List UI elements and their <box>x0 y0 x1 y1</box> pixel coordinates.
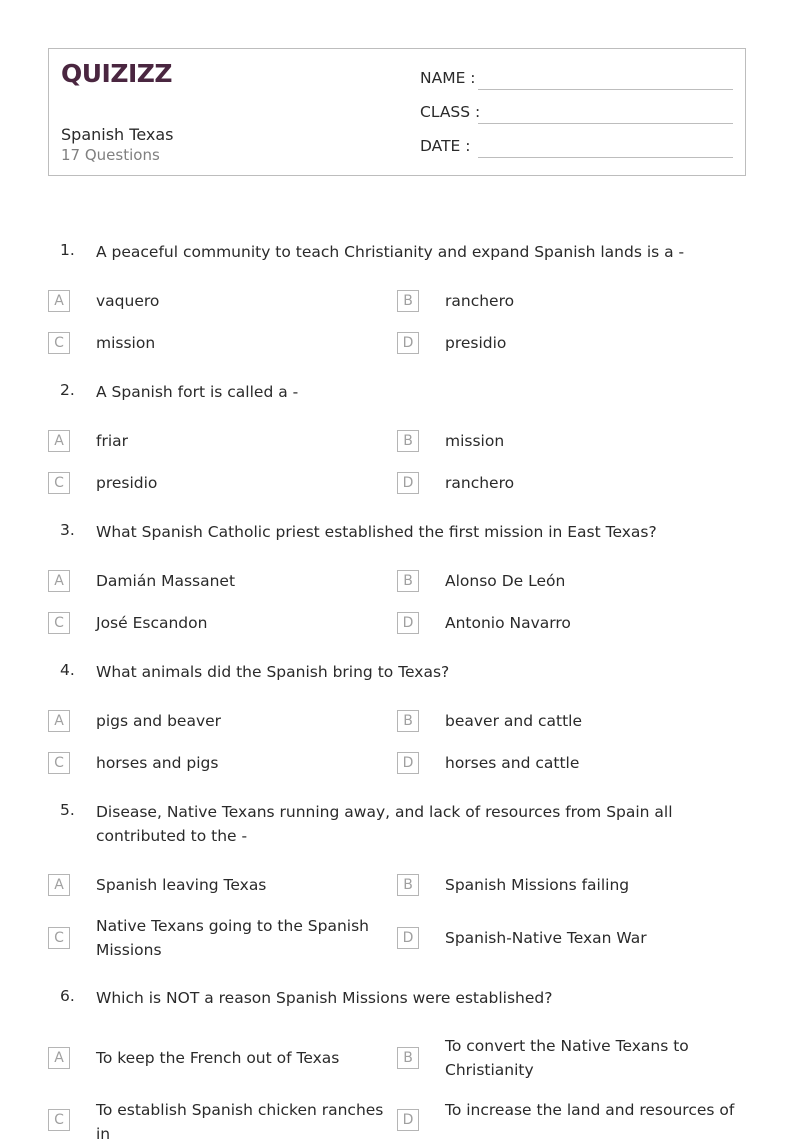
question-number: 1. <box>60 241 75 259</box>
option-letter-box: C <box>48 752 70 774</box>
option-letter-box: C <box>48 1109 70 1131</box>
option-letter-box: D <box>397 927 419 949</box>
question-text: Disease, Native Texans running away, and lack of resources from Spain all contributed to the - <box>96 803 673 845</box>
option-letter-box: B <box>397 710 419 732</box>
option-text: To convert the Native Texans to Christianity <box>445 1037 689 1079</box>
question-text: A Spanish fort is called a - <box>96 383 299 401</box>
option-text: presidio <box>96 474 158 492</box>
option-text: presidio <box>445 334 507 352</box>
option-text: mission <box>96 334 156 352</box>
question-text: What animals did the Spanish bring to Texas? <box>96 663 450 681</box>
question-number: 5. <box>60 801 75 819</box>
option-text: friar <box>96 432 129 450</box>
worksheet-title: Spanish Texas <box>61 125 174 144</box>
worksheet-header <box>48 48 746 176</box>
option-text: Damián Massanet <box>96 572 236 590</box>
option-text: To increase the land and resources of <box>445 1101 735 1119</box>
option-letter-box: A <box>48 874 70 896</box>
question-text: A peaceful community to teach Christianity and expand Spanish lands is a - <box>96 243 685 261</box>
option-text: mission <box>445 432 505 450</box>
option-text: To establish Spanish chicken ranches in <box>96 1101 384 1143</box>
option-letter-box: B <box>397 874 419 896</box>
option-text: Spanish leaving Texas <box>96 876 267 894</box>
option-letter-box: B <box>397 290 419 312</box>
option-text: ranchero <box>445 292 515 310</box>
option-letter-box: D <box>397 472 419 494</box>
class-label: CLASS : <box>420 103 481 121</box>
option-letter-box: A <box>48 1047 70 1069</box>
question-count: 17 Questions <box>61 146 160 164</box>
option-letter-box: D <box>397 612 419 634</box>
option-letter-box: A <box>48 290 70 312</box>
option-text: Native Texans going to the Spanish Missions <box>96 917 369 959</box>
option-text: To keep the French out of Texas <box>96 1049 340 1067</box>
option-letter-box: B <box>397 1047 419 1069</box>
date-line <box>478 157 733 158</box>
option-letter-box: B <box>397 430 419 452</box>
question-number: 2. <box>60 381 75 399</box>
class-line <box>478 123 733 124</box>
option-letter-box: D <box>397 752 419 774</box>
option-letter-box: C <box>48 332 70 354</box>
date-label: DATE : <box>420 137 471 155</box>
option-text: horses and cattle <box>445 754 580 772</box>
option-text: Spanish Missions failing <box>445 876 630 894</box>
name-label: NAME : <box>420 69 476 87</box>
option-letter-box: C <box>48 612 70 634</box>
option-letter-box: C <box>48 927 70 949</box>
option-letter-box: D <box>397 332 419 354</box>
option-text: vaquero <box>96 292 160 310</box>
option-letter-box: A <box>48 430 70 452</box>
question-number: 3. <box>60 521 75 539</box>
name-line <box>478 89 733 90</box>
option-text: beaver and cattle <box>445 712 582 730</box>
option-text: horses and pigs <box>96 754 219 772</box>
quizizz-logo: QUIZIZZ <box>61 59 173 88</box>
option-text: Spanish-Native Texan War <box>445 929 647 947</box>
option-letter-box: A <box>48 710 70 732</box>
option-letter-box: D <box>397 1109 419 1131</box>
question-number: 6. <box>60 987 75 1005</box>
option-letter-box: A <box>48 570 70 592</box>
option-letter-box: C <box>48 472 70 494</box>
question-text: What Spanish Catholic priest established the first mission in East Texas? <box>96 523 657 541</box>
option-text: José Escandon <box>96 614 208 632</box>
option-text: pigs and beaver <box>96 712 222 730</box>
option-text: Antonio Navarro <box>445 614 571 632</box>
option-letter-box: B <box>397 570 419 592</box>
option-text: ranchero <box>445 474 515 492</box>
question-number: 4. <box>60 661 75 679</box>
question-text: Which is NOT a reason Spanish Missions were established? <box>96 989 553 1007</box>
option-text: Alonso De León <box>445 572 566 590</box>
